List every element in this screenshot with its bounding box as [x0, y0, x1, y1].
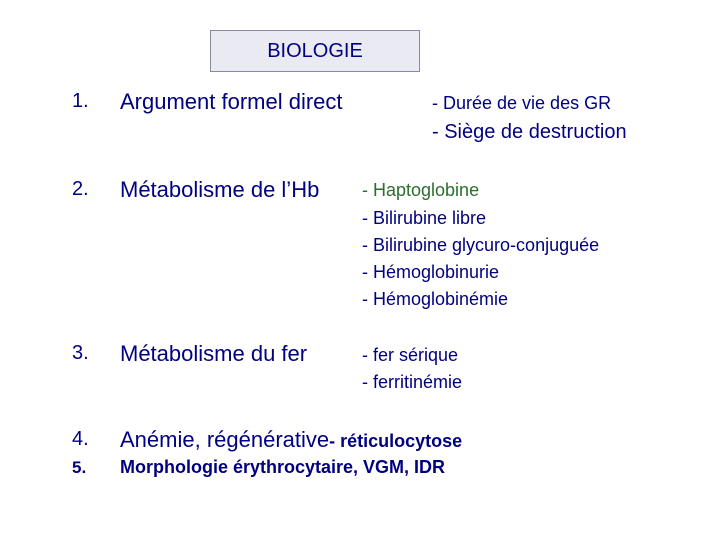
item-1-detail-1: - Durée de vie des GR — [432, 93, 612, 113]
item-3-detail-1: - fer sérique — [362, 345, 459, 365]
item-4-number: 4. — [72, 428, 89, 450]
item-1-detail-2: - Siège de destruction — [432, 121, 627, 143]
item-5-number: 5. — [72, 458, 87, 477]
item-2-detail-1: - Haptoglobine — [362, 180, 480, 200]
item-3-label: Métabolisme du fer — [120, 341, 308, 366]
item-4-label: Anémie, régénérative — [120, 427, 330, 452]
item-3-detail-2: - ferritinémie — [362, 372, 463, 392]
item-2-detail-4: - Hémoglobinurie — [362, 262, 500, 282]
item-4-line — [120, 427, 462, 453]
item-3-number: 3. — [72, 342, 89, 364]
item-1-number: 1. — [72, 90, 89, 112]
item-1-label: Argument formel direct — [120, 89, 343, 114]
item-2-number: 2. — [72, 178, 89, 200]
item-5-label: Morphologie érythrocytaire, VGM, IDR — [120, 457, 446, 477]
item-4-detail-1: - réticulocytose — [329, 431, 463, 451]
item-2-detail-2: - Bilirubine libre — [362, 208, 487, 228]
page-title-box — [210, 30, 420, 72]
item-2-label: Métabolisme de l’Hb — [120, 177, 320, 202]
page-title: BIOLOGIE — [267, 39, 363, 62]
item-2-detail-3: - Bilirubine glycuro-conjuguée — [362, 235, 600, 255]
item-2-detail-5: - Hémoglobinémie — [362, 289, 509, 309]
